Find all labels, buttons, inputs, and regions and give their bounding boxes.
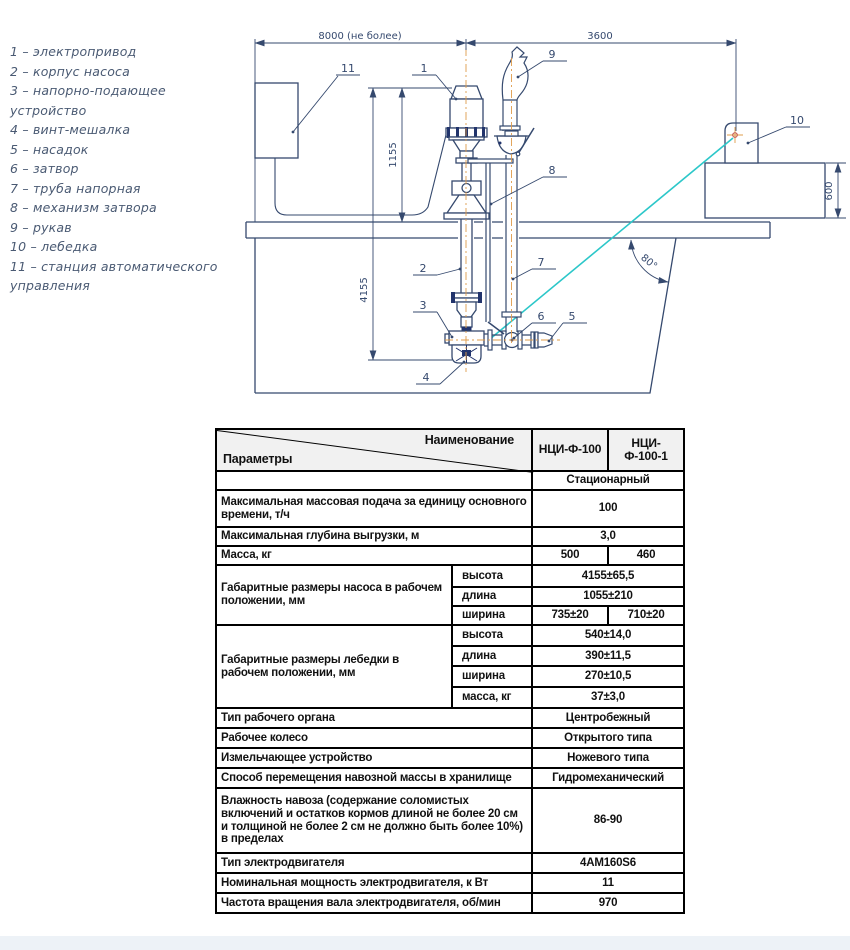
power-cable [275,135,446,215]
param-value: 390±11,5 [532,646,684,666]
measure-label: длина [452,646,532,666]
legend-item: 5 – насадок [10,141,89,157]
param-value: 735±20 [532,606,608,625]
model-column-2: НЦИ-Ф-100-1 [608,429,684,471]
measure-label: длина [452,587,532,606]
param-label: Тип рабочего органа [216,708,532,728]
legend-item: 6 – затвор [10,161,79,176]
svg-text:8: 8 [548,164,556,177]
dim-span-right: 3600 [587,31,613,42]
svg-text:9: 9 [548,48,556,61]
param-label: Габаритные размеры лебедки в рабочем положении, мм [216,625,452,708]
electric-drive [444,86,489,219]
param-value: 37±3,0 [532,687,684,708]
parts-legend [10,42,224,296]
param-value: 4АМ160S6 [532,853,684,873]
param-value: Гидромеханический [532,768,684,788]
svg-text:3: 3 [419,299,427,312]
callout-2 [413,262,461,275]
svg-text:7: 7 [537,256,545,269]
callout-5 [548,310,587,342]
winch-unit [705,123,825,218]
control-cabinet [255,83,446,215]
measure-label: высота [452,625,532,646]
legend-item: 10 – лебедка [10,239,98,254]
frame-bar [468,159,513,163]
type-value: Стационарный [532,471,684,490]
callout-7 [512,256,556,280]
model-column-1: НЦИ-Ф-100 [532,429,608,471]
pump-volute [449,331,484,345]
dim-motor-height: 1155 [388,142,399,168]
legend-item: 8 – механизм затвора [10,200,157,215]
spec-table [215,428,685,914]
param-label: Максимальная массовая подача за единицу основного времени, т/ч [216,490,532,527]
callout-3 [413,299,453,338]
pump-assembly [445,219,484,363]
svg-text:6: 6 [537,310,545,323]
motor-stand [447,195,486,213]
header-diagonal-cell [216,429,532,471]
param-label: Габаритные размеры насоса в рабочем положении, мм [216,565,452,625]
dim-wall-angle: 80° [638,252,660,273]
param-value: 3,0 [532,527,684,546]
callout-11 [292,62,360,133]
callout-1 [412,62,457,100]
svg-text:10: 10 [790,114,804,127]
installation-drawing [220,5,850,420]
winch-box [725,123,758,163]
param-value: 460 [608,546,684,565]
svg-text:11: 11 [341,62,355,75]
dim-total-height: 4155 [359,277,370,303]
param-label: Номинальная мощность электродвигателя, к Вт [216,873,532,893]
param-label: Влажность навоза (содержание соломистых включений и остатков кормов длиной не более 20 см и толщиной не более 2 см не должно быть более 10%) в пределах [216,788,532,853]
svg-text:4: 4 [422,371,430,384]
param-value: 100 [532,490,684,527]
param-value: 270±10,5 [532,666,684,687]
param-label: Способ перемещения навозной массы в хранилище [216,768,532,788]
callout-4 [416,361,465,384]
param-value: 11 [532,873,684,893]
measure-label: ширина [452,666,532,687]
svg-text:5: 5 [568,310,576,323]
param-value: 1055±210 [532,587,684,606]
legend-item: 1 – электропривод [10,44,137,59]
header-param-label: Параметры [223,452,293,466]
legend-item: 4 – винт-мешалка [10,122,131,137]
param-label: Тип электродвигателя [216,853,532,873]
legend-item: 2 – корпус насоса [10,63,130,79]
legend-item: 9 – рукав [10,219,72,235]
param-label: Частота вращения вала электродвигателя, об/мин [216,893,532,913]
param-value: 540±14,0 [532,625,684,646]
param-label: Максимальная глубина выгрузки, м [216,527,532,546]
gate-rod [486,163,490,322]
measure-label: ширина [452,606,532,625]
header-name-label: Наименование [424,433,514,447]
page-edge-strip [0,936,850,950]
measure-label: высота [452,565,532,587]
empty-cell [216,471,532,490]
param-value: 970 [532,893,684,913]
param-value: Центробежный [532,708,684,728]
legend-item: 7 – труба напорная [10,180,141,196]
param-value: Открытого типа [532,728,684,748]
pump-housing [457,302,476,317]
param-value: Ножевого типа [532,748,684,768]
param-value: 710±20 [608,606,684,625]
measure-label: масса, кг [452,687,532,708]
svg-text:2: 2 [419,262,427,275]
slab-gaps [458,220,519,240]
param-value: 86-90 [532,788,684,853]
svg-text:1: 1 [420,62,428,75]
param-value: 4155±65,5 [532,565,684,587]
winch-platform [705,163,825,218]
legend-item: 11 – станция автоматического управления [10,258,218,293]
legend-item: 3 – напорно-подающее устройство [10,83,166,118]
param-label: Масса, кг [216,546,532,565]
dim-span-left: 8000 (не более) [318,31,402,42]
param-label: Рабочее колесо [216,728,532,748]
callout-8 [490,164,567,205]
param-label: Измельчающее устройство [216,748,532,768]
param-value: 500 [532,546,608,565]
dim-platform-height: 600 [824,181,835,201]
